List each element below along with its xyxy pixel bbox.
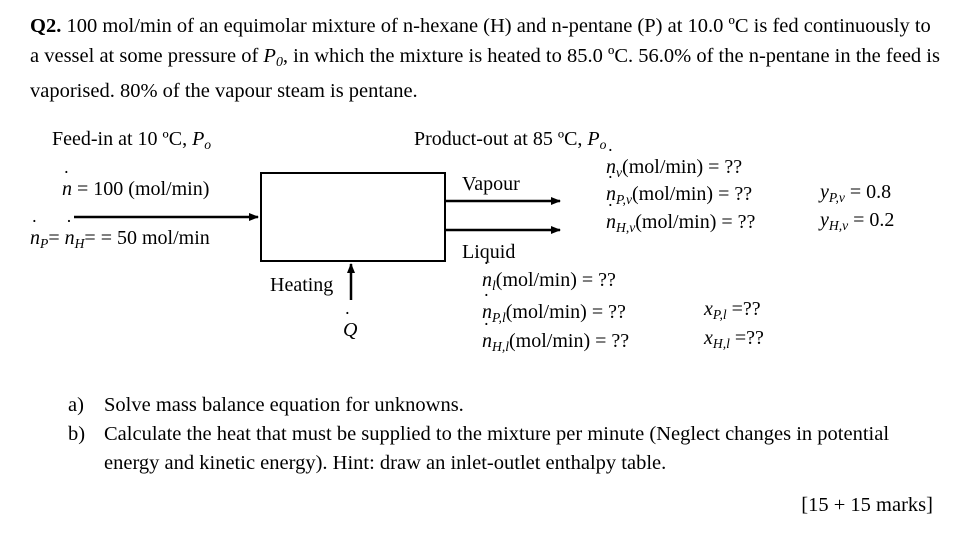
p0-symbol: P bbox=[263, 44, 276, 67]
y-pentane: $y_{P,v} = 0.8$ bbox=[820, 181, 892, 205]
liquid-total-flow: n $˙_l(mol/\min)$ = ?? bbox=[482, 269, 616, 294]
statement-part-2: , in which the mixture is heated to 85.0 ºC. 56.0% of the n-pentane in the feed is vaporised. 80% of the vapour steam is pentane. bbox=[30, 44, 940, 102]
question-a-text: Solve mass balance equation for unknowns. bbox=[104, 394, 464, 416]
question-a bbox=[68, 391, 938, 420]
vessel-box bbox=[260, 172, 446, 262]
heat-q-symbol: Q ˙ bbox=[343, 319, 357, 342]
vapour-hexane-flow: n $˙_{H,v}(mol/\min)$ = ?? bbox=[606, 211, 755, 236]
question-b bbox=[68, 420, 938, 478]
feed-component-flow: n $˙_P= n$ $˙_H= = 50$ mol/min bbox=[30, 227, 210, 252]
feed-label: Feed-in at 10 ºC, $P_o$ bbox=[52, 128, 212, 152]
question-b-key: b) bbox=[68, 423, 86, 445]
y-hexane: $y_{H,v} = 0.2$ bbox=[820, 209, 895, 233]
heating-label: Heating bbox=[270, 274, 334, 296]
vapour-total-flow: n $˙_v(mol/\min)$ = ?? bbox=[606, 156, 742, 181]
liquid-hexane-flow: n $˙_{H,l}(mol/\min)$ = ?? bbox=[482, 330, 629, 355]
x-pentane: $x_{P,l}$ =?? bbox=[704, 298, 761, 322]
p0-subscript: 0 bbox=[275, 54, 283, 70]
question-list bbox=[68, 391, 938, 478]
marks: [15 + 15 marks] bbox=[801, 494, 933, 516]
vapour-label: Vapour bbox=[462, 173, 520, 195]
x-hexane: $x_{H,l}$ =?? bbox=[704, 327, 764, 351]
product-label: Product-out at 85 ºC, $P_o$ bbox=[414, 128, 607, 152]
question-b-text: Calculate the heat that must be supplied to the mixture per minute (Neglect changes in potential energy and kinetic energy). Hint: draw an inlet-outlet enthalpy table. bbox=[104, 423, 890, 474]
statement-part-1: 100 mol/min of an equimolar mixture of n-hexane (H) and n-pentane (P) at 10.0 ºC is fed continuously to a vessel at some pressure of bbox=[30, 15, 931, 67]
liquid-pentane-flow: n $˙_{P,l}(mol/\min)$ = ?? bbox=[482, 301, 626, 326]
question-number: Q2. bbox=[30, 15, 62, 37]
vapour-pentane-flow: n $˙_{P,v}(mol/\min)$ = ?? bbox=[606, 183, 752, 208]
feed-total-flow: n ˙ = 100 (mol/min) bbox=[62, 178, 209, 201]
question-a-key: a) bbox=[68, 394, 84, 416]
liquid-label: Liquid bbox=[462, 241, 516, 263]
